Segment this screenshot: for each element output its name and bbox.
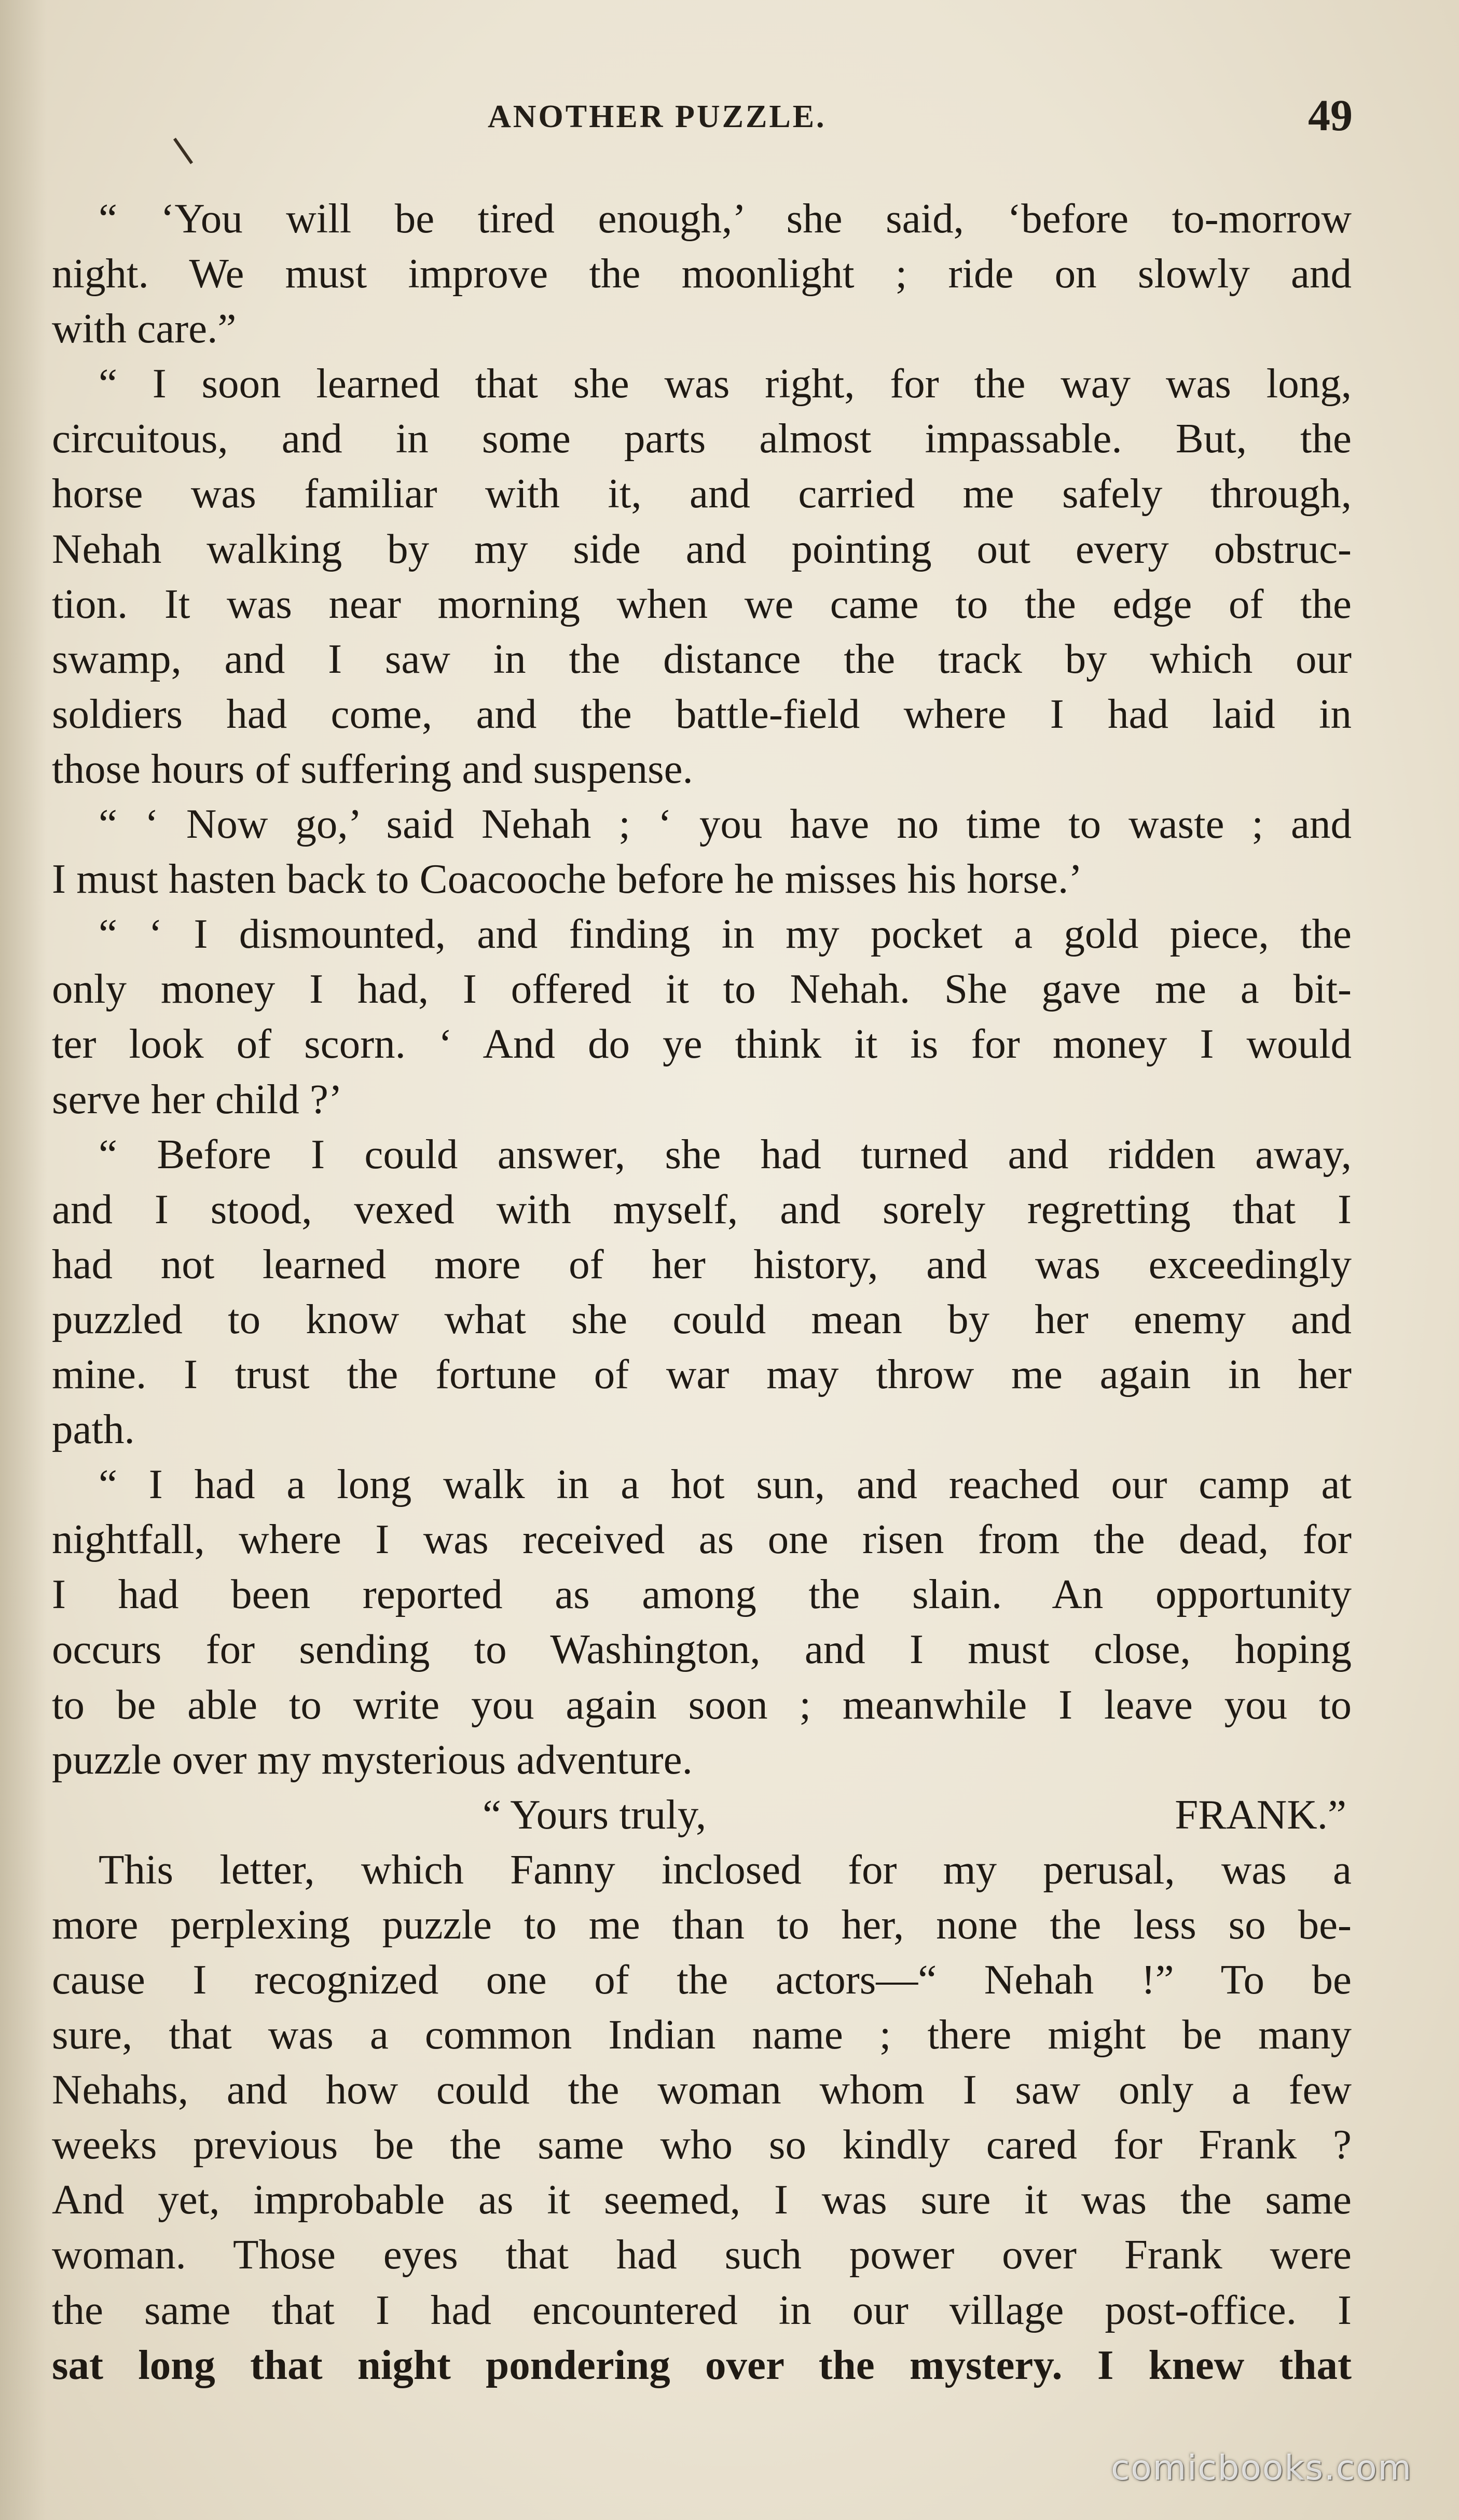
text-line: sure, that was a common Indian name ; there might be many	[52, 2011, 1352, 2058]
text-line: with care.”	[52, 305, 237, 352]
signature-name: FRANK.”	[1175, 1791, 1346, 1838]
text-line: sat long that night pondering over the mystery. I knew that	[52, 2341, 1352, 2388]
text-line: puzzle over my mysterious adventure.	[52, 1736, 693, 1783]
page-edge-shading	[0, 0, 47, 2520]
text-line: night. We must improve the moonlight ; ride on slowly and	[52, 250, 1352, 297]
text-line: those hours of suffering and suspense.	[52, 745, 693, 792]
text-line: soldiers had come, and the battle-field where I had laid in	[52, 690, 1352, 737]
text-line: This letter, which Fanny inclosed for my perusal, was a	[99, 1846, 1352, 1893]
page-number: 49	[1308, 90, 1353, 140]
letter-signature	[52, 1787, 1352, 1842]
text-line: path.	[52, 1406, 135, 1453]
text-line: tion. It was near morning when we came to the edge of the	[52, 580, 1352, 627]
text-line: “ ‘You will be tired enough,’ she said, ‘before to-morrow	[99, 195, 1352, 242]
text-line: only money I had, I offered it to Nehah. She gave me a bit-	[52, 965, 1352, 1013]
text-line: horse was familiar with it, and carried me safely through,	[52, 470, 1352, 517]
text-line: cause I recognized one of the actors—“ Nehah !” To be	[52, 1956, 1352, 2003]
text-line: I must hasten back to Coacooche before he misses his horse.’	[52, 855, 1083, 903]
text-line: occurs for sending to Washington, and I must close, hoping	[52, 1626, 1352, 1673]
text-line: ter look of scorn. ‘ And do ye think it is for money I would	[52, 1020, 1352, 1068]
text-line: and I stood, vexed with myself, and sorely regretting that I	[52, 1185, 1352, 1233]
text-line: “ ‘ Now go,’ said Nehah ; ‘ you have no time to waste ; and	[99, 800, 1352, 848]
text-line: had not learned more of her history, and was exceedingly	[52, 1240, 1352, 1287]
text-line: “ I soon learned that she was right, for the way was long,	[99, 360, 1352, 407]
watermark: comicbooks.com	[1111, 2448, 1412, 2488]
text-line: “ I had a long walk in a hot sun, and reached our camp at	[99, 1461, 1352, 1508]
text-line: nightfall, where I was received as one risen from the dead, for	[52, 1516, 1352, 1563]
text-line: “ Before I could answer, she had turned and ridden away,	[99, 1130, 1352, 1178]
text-line: to be able to write you again soon ; meanwhile I leave you to	[52, 1681, 1352, 1728]
body-text	[52, 191, 1352, 2392]
text-line: circuitous, and in some parts almost impassable. But, the	[52, 415, 1352, 462]
text-line: puzzled to know what she could mean by her enemy and	[52, 1295, 1352, 1342]
running-head	[0, 78, 1459, 140]
text-line: And yet, improbable as it seemed, I was sure it was the same	[52, 2176, 1352, 2223]
text-line: woman. Those eyes that had such power over Frank were	[52, 2231, 1352, 2278]
text-line: mine. I trust the fortune of war may throw me again in her	[52, 1350, 1352, 1397]
text-line: Nehah walking by my side and pointing out every obstruc-	[52, 525, 1352, 572]
text-line: I had been reported as among the slain. An opportunity	[52, 1571, 1352, 1618]
text-line: the same that I had encountered in our village post-office. I	[52, 2286, 1352, 2333]
running-title: ANOTHER PUZZLE.	[488, 99, 827, 134]
text-line: serve her child ?’	[52, 1075, 342, 1123]
text-line: “ ‘ I dismounted, and finding in my pocket a gold piece, the	[99, 910, 1352, 958]
text-line: Nehahs, and how could the woman whom I saw only a few	[52, 2066, 1352, 2113]
signature-closing: “ Yours truly,	[483, 1791, 707, 1838]
text-line: more perplexing puzzle to me than to her, none the less so be-	[52, 1901, 1352, 1948]
text-line: swamp, and I saw in the distance the track by which our	[52, 635, 1352, 682]
text-line: weeks previous be the same who so kindly cared for Frank ?	[52, 2121, 1352, 2168]
